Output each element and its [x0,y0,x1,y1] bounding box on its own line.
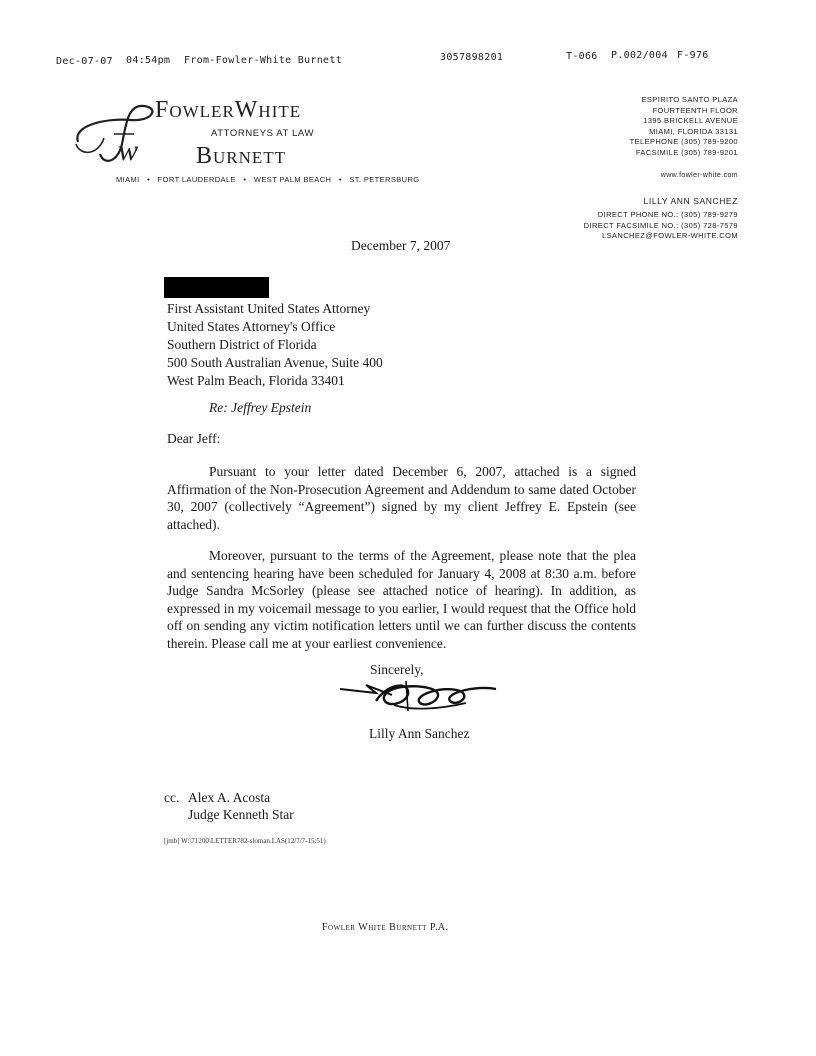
redaction-bar [164,277,269,298]
fax-phone: 3057898201 [440,52,504,63]
office-location: WEST PALM BEACH [253,175,332,184]
office-location: FORT LAUDERDALE [157,175,236,184]
recipient-line: West Palm Beach, Florida 33401 [167,373,345,388]
recipient-line: First Assistant United States Attorney [167,301,371,316]
monogram-w: w [118,134,139,167]
signature-image [336,675,506,717]
firm-website[interactable]: www.fowler-white.com [660,172,738,179]
document-reference: [jmb] W:\71200\LETTER782-sloman.LAS(12/7/7-15:51) [164,837,326,845]
direct-fax: DIRECT FACSIMILE NO.: (305) 728-7579 [583,220,738,230]
attorney-name: LILLY ANN SANCHEZ [643,196,738,206]
recipient-line: Southern District of Florida [167,337,317,352]
fax-date: Dec-07-07 [56,56,113,67]
address-line: MIAMI, FLORIDA 33131 [649,126,738,136]
signature-name: Lilly Ann Sanchez [369,726,470,741]
fax-form: F-976 [677,50,709,61]
footer-firm-name: Fowler White Burnett P.A. [322,922,449,933]
re-label: Re: [209,400,228,415]
office-locations: MIAMI • FORT LAUDERDALE • WEST PALM BEACH • ST. PETERSBURG [116,175,420,184]
cc-recipient: Judge Kenneth Star [188,807,294,822]
direct-phone: DIRECT PHONE NO.: (305) 789-9279 [597,210,738,219]
cc-list [188,789,294,823]
firm-name-line1: FowlerWhite [155,97,302,123]
closing: Sincerely, [370,662,424,677]
address-line: ESPIRITO SANTO PLAZA [641,95,738,104]
fax-transmission: T-066 [566,51,598,62]
cc-recipient: Alex A. Acosta [188,790,271,805]
address-line: FOURTEENTH FLOOR [652,105,738,115]
body-paragraph: Moreover, pursuant to the terms of the Agreement, please note that the plea and sentencing hearing have been scheduled for January 4, 2008 at 8:30 a.m. before Judge Sandra McSorley (please see attached notice of hearing). In addition, as expressed in my voicemail message to you earlier, I would request that the Office hold off on sending any victim notification letters until we can further discuss the contents therein. Please call me at your earliest convenience. [167,548,636,651]
attorney-contact [584,210,738,242]
address-line: 1395 BRICKELL AVENUE [643,116,738,125]
body-paragraph: Pursuant to your letter dated December 6, 2007, attached is a signed Affirmation of the Non-Prosecution Agreement and Addendum to same dated October 30, 2007 (collectively “Agreement”) signed by my client Jeffrey E. Epstein (see attached). [167,464,636,532]
re-line [209,399,311,417]
fax-page: P.002/004 [611,50,668,61]
recipient-line: 500 South Australian Avenue, Suite 400 [167,355,383,370]
firm-subtitle: ATTORNEYS AT LAW [211,128,315,139]
facsimile-line: FACSIMILE (305) 789-9201 [635,147,738,157]
fax-time: 04:54pm [126,55,171,66]
cc-label: cc. [164,790,180,805]
office-location: MIAMI [116,175,140,184]
office-location: ST. PETERSBURG [349,175,420,184]
recipient-line: United States Attorney's Office [167,319,336,334]
attorney-email[interactable]: LSANCHEZ@FOWLER-WHITE.COM [602,231,738,240]
letter-date: December 7, 2007 [351,238,451,253]
salutation: Dear Jeff: [167,431,221,446]
fax-from: From-Fowler-White Burnett [184,55,343,66]
telephone-line: TELEPHONE (305) 789-9200 [629,137,738,146]
re-subject: Jeffrey Epstein [231,400,312,415]
firm-name-line2: Burnett [196,143,287,169]
firm-address-block [630,95,738,158]
recipient-address [167,300,383,390]
